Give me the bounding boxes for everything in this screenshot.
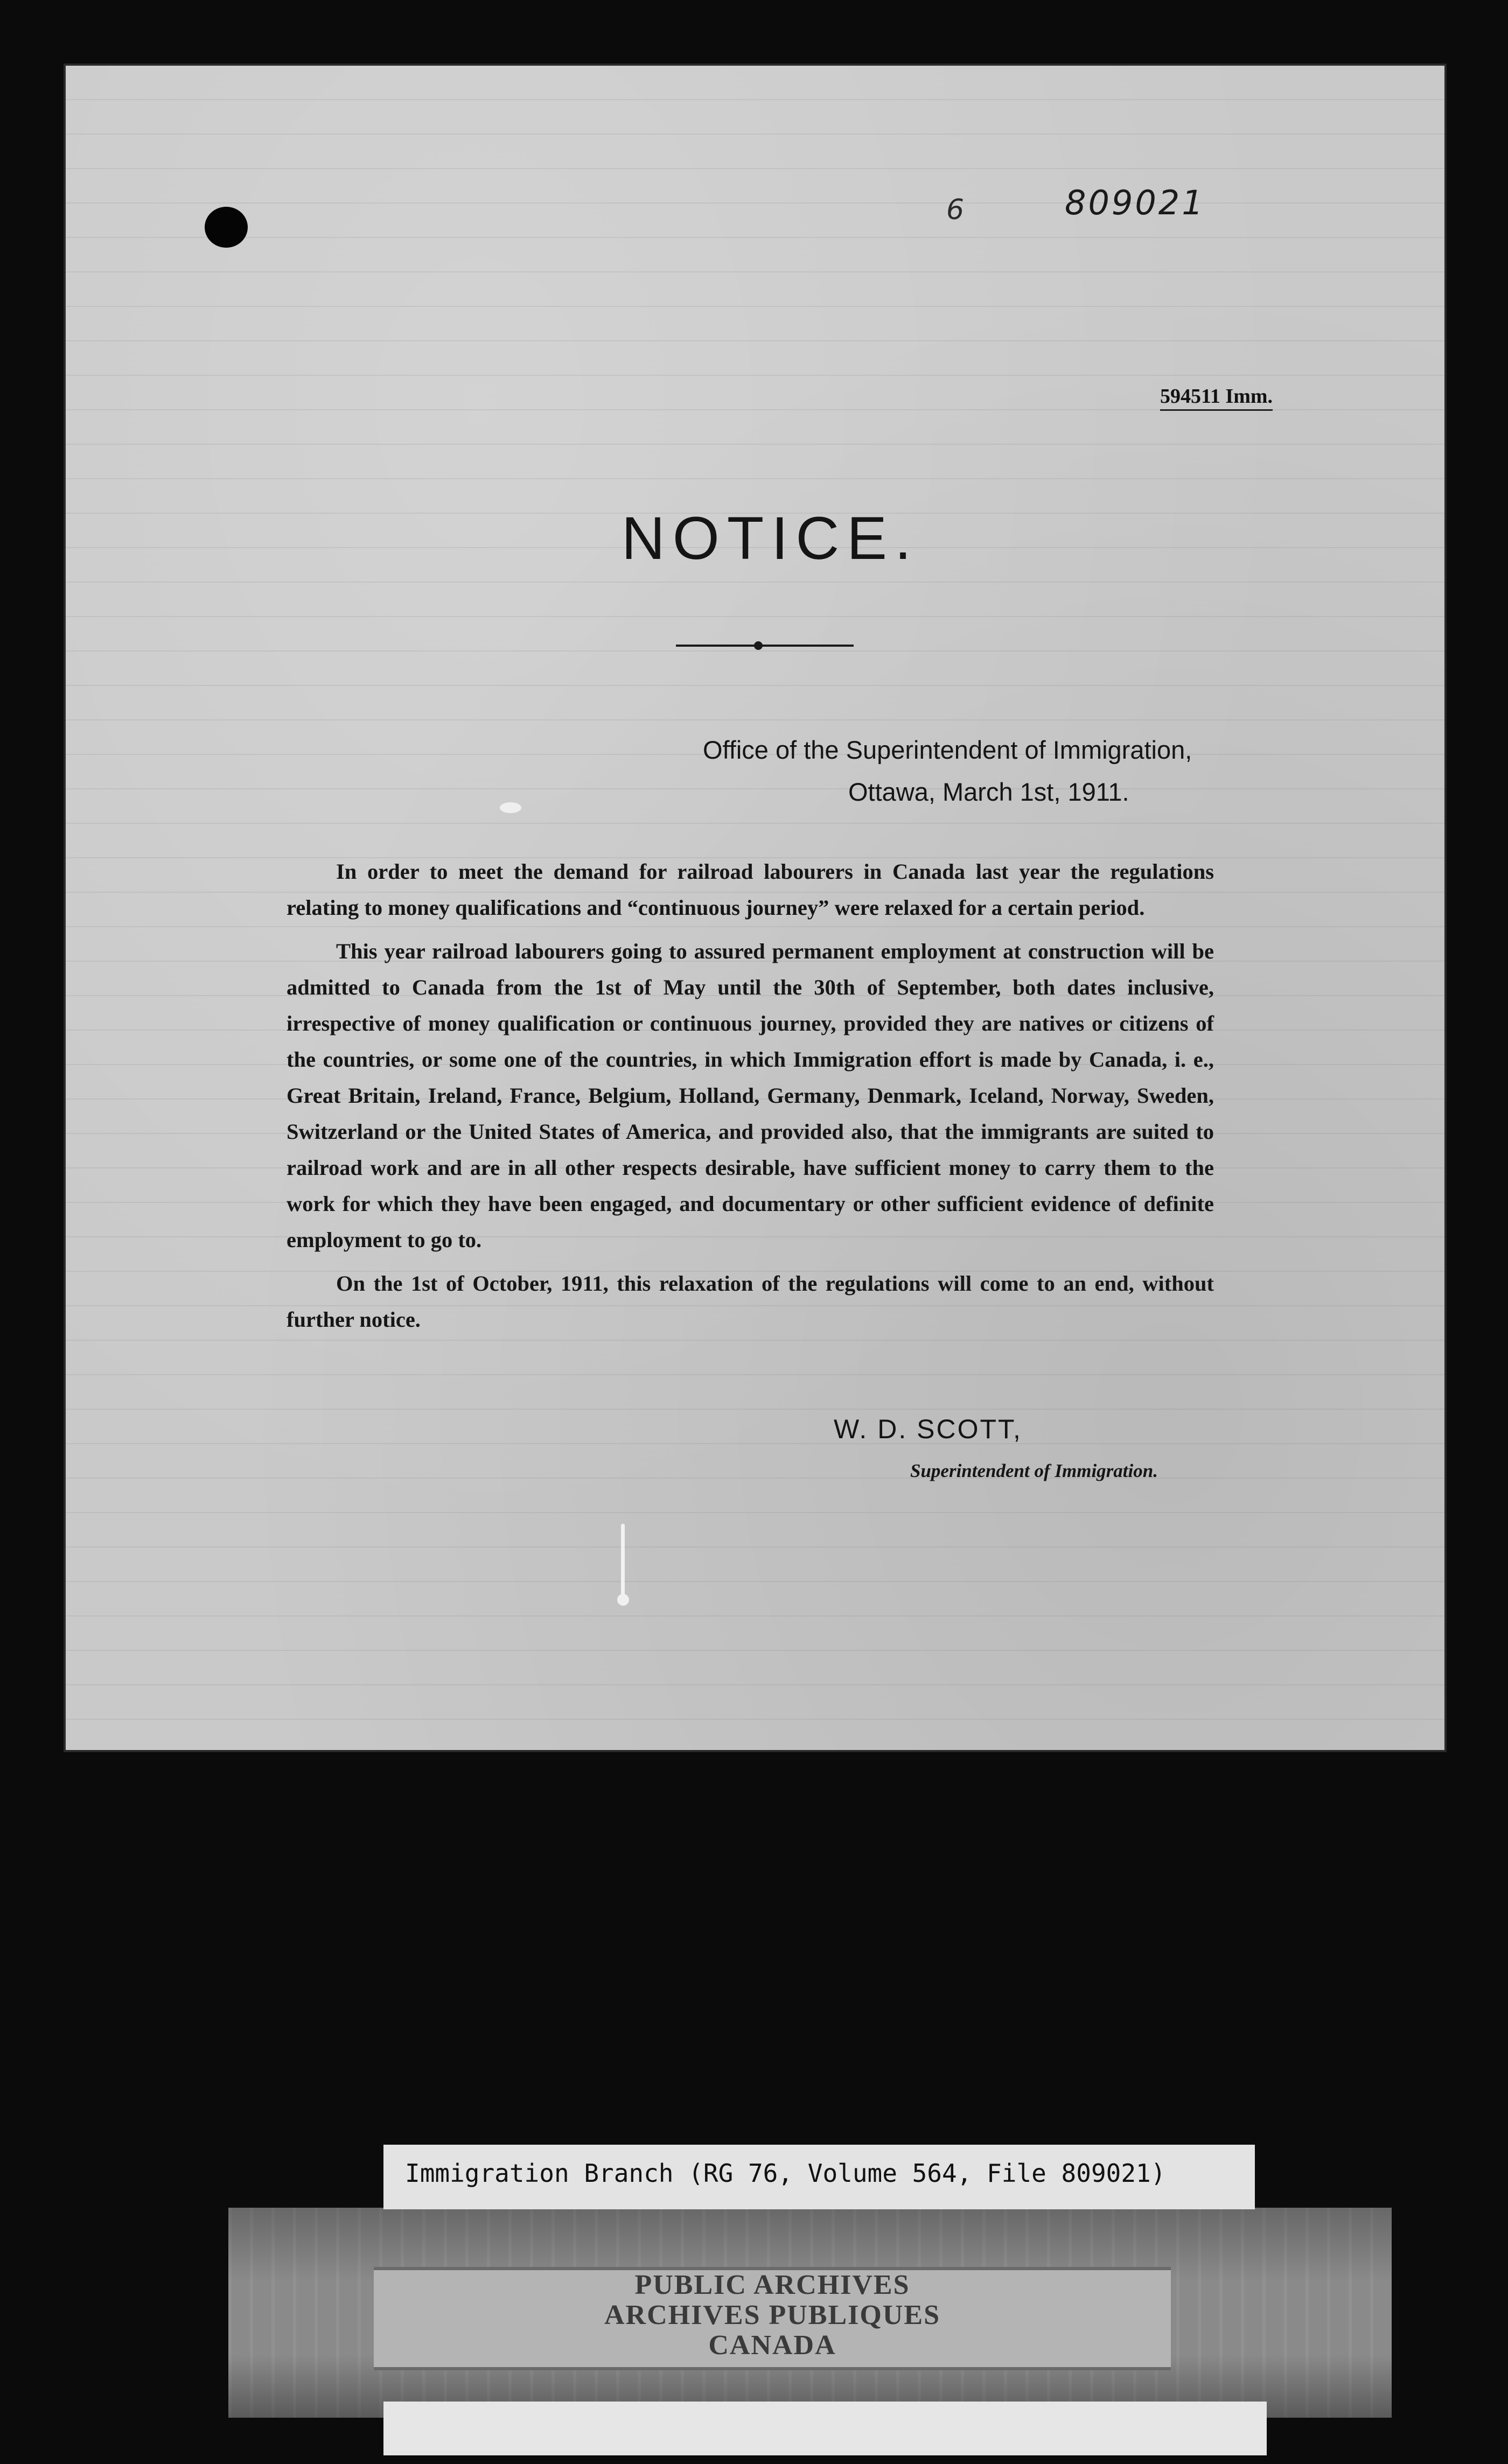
office-date: Ottawa, March 1st, 1911.	[848, 778, 1129, 806]
punch-hole	[205, 207, 248, 248]
file-reference: 594511 Imm.	[1160, 384, 1273, 411]
film-scratch	[621, 1524, 625, 1599]
paragraph-3: On the 1st of October, 1911, this relaxation of the regulations will come to an end, without further notice.	[287, 1271, 1214, 1332]
holder-base	[383, 2402, 1267, 2455]
office-line: Office of the Superintendent of Immigration,	[703, 736, 1192, 764]
stamp-line-2: ARCHIVES PUBLIQUES	[604, 2300, 941, 2330]
title-ornament-rule	[676, 645, 854, 647]
handwritten-file-number: 809021	[1065, 183, 1205, 222]
film-scratch-end	[617, 1594, 629, 1606]
archive-label-text: Immigration Branch (RG 76, Volume 564, File 809021)	[405, 2159, 1166, 2188]
handwritten-mark: 6	[946, 194, 965, 226]
paragraph-2: This year railroad labourers going to assured permanent employment at construction will be admitted to Canada from the 1st of May until the 30th of September, both dates inclusive, irrespective of money qualification or continuous journey, provided they are natives or citizens of the countries, or some one of the countries, in which Immigration effort is made by Canada, i. e., Great Britain, Ireland, France, Belgium, Holland, Germany, Denmark, Iceland, Norway, Sweden, Switzerland or the United States of America, and provided also, that the immigrants are suited to railroad work and are in all other respects desirable, have sufficient money to carry them to the work for which they have been engaged, and documentary or other sufficient evidence of definite employment to go to.	[287, 939, 1214, 1252]
notice-title: NOTICE.	[621, 505, 919, 572]
signature-title: Superintendent of Immigration.	[910, 1460, 1158, 1481]
paragraph-1: In order to meet the demand for railroad labourers in Canada last year the regulations relating to money qualifications and “continuous journey” were relaxed for a certain period.	[287, 859, 1214, 920]
archive-label	[383, 2145, 1255, 2209]
signature-name: W. D. SCOTT,	[834, 1414, 1022, 1444]
film-speck	[500, 802, 521, 813]
stamp-line-3: CANADA	[708, 2330, 836, 2361]
archive-stamp	[374, 2267, 1171, 2370]
notice-body	[287, 853, 1214, 1345]
title-ornament-dot	[754, 641, 763, 650]
archive-holder	[228, 2208, 1392, 2418]
stamp-line-1: PUBLIC ARCHIVES	[634, 2270, 910, 2300]
